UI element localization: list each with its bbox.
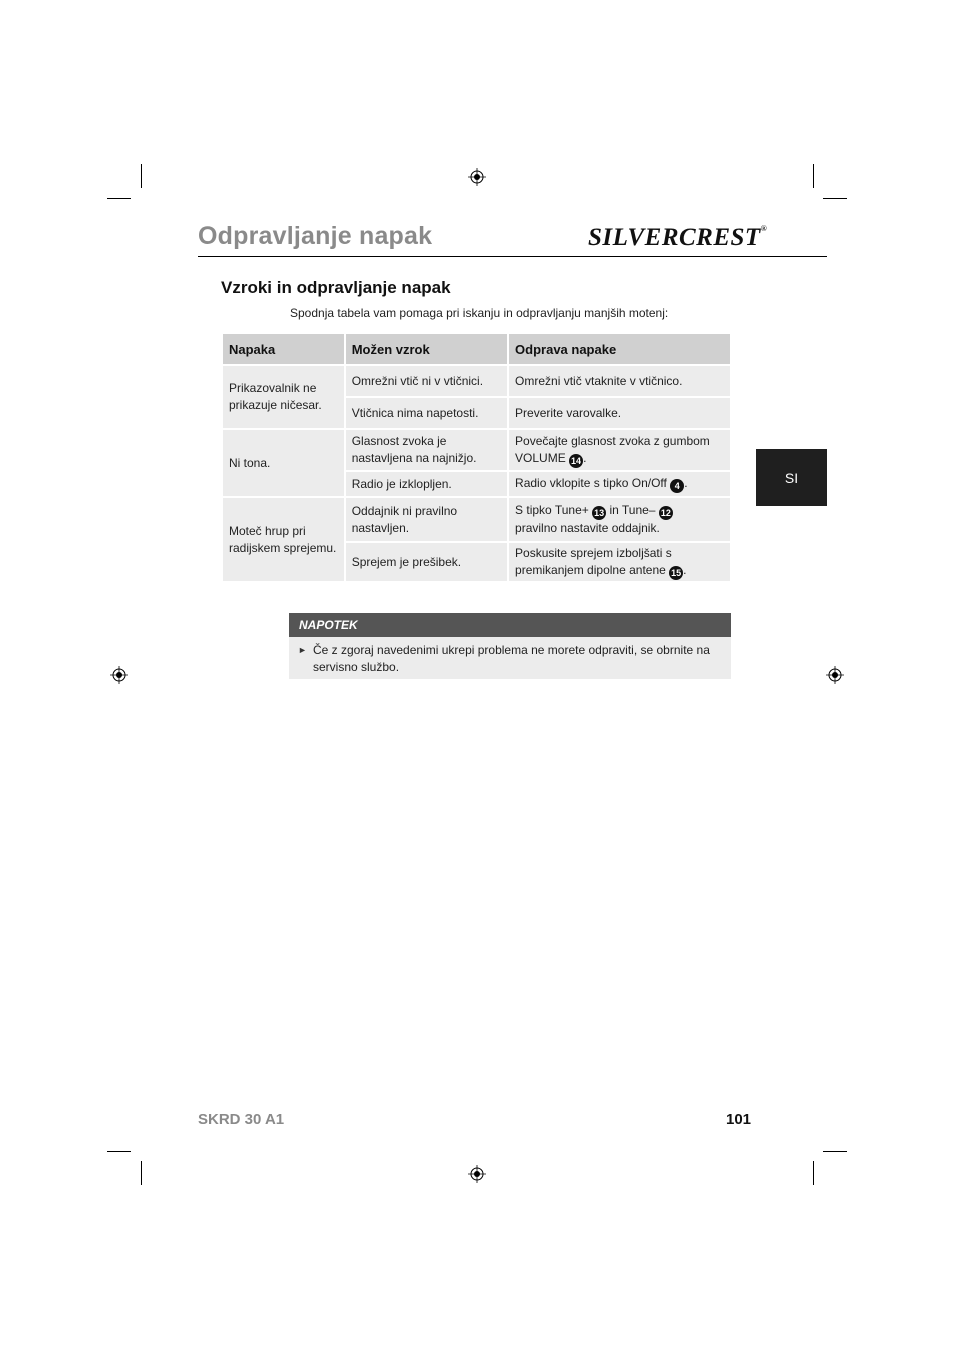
cause-cell: Oddajnik ni pravilno nastavljen. [345, 497, 508, 542]
fix-cell: Omrežni vtič vtaknite v vtičnico. [508, 365, 731, 397]
fix-text-end: . [683, 562, 687, 577]
section-title: Vzroki in odpravljanje napak [221, 278, 451, 297]
table-row [222, 429, 731, 471]
problem-cell: Moteč hrup pri radijskem sprejemu. [222, 497, 345, 582]
problem-cell: Ni tona. [222, 429, 345, 497]
fix-cell [508, 429, 731, 471]
fix-text: S tipko Tune+ [515, 503, 589, 517]
cause-cell: Sprejem je prešibek. [345, 542, 508, 582]
troubleshooting-table [221, 332, 732, 583]
crop-mark [107, 198, 131, 199]
part-number-badge: 14 [571, 455, 582, 466]
note-box [289, 613, 731, 679]
registration-mark-icon [826, 666, 844, 684]
fix-text: Povečajte glasnost zvoka z gumbom VOLUME [515, 433, 710, 465]
fix-text-mid: in Tune– [609, 503, 656, 517]
note-heading: NAPOTEK [289, 613, 731, 637]
crop-mark [813, 164, 814, 188]
part-number-badge: 13 [594, 508, 605, 518]
fix-cell [508, 471, 731, 497]
crop-mark [141, 1161, 142, 1185]
fix-cell [508, 542, 731, 582]
cause-cell: Vtičnica nima napetosti. [345, 397, 508, 429]
page-title: Odpravljanje napak [198, 222, 433, 250]
bullet-arrow-icon: ► [298, 645, 307, 655]
problem-cell: Prikazovalnik ne prikazuje ničesar. [222, 365, 345, 429]
note-body [289, 637, 731, 679]
registration-mark-icon [468, 1165, 486, 1183]
fix-cell: Preverite varovalke. [508, 397, 731, 429]
brand-registered-mark: ® [760, 224, 768, 233]
title-divider [198, 256, 827, 257]
column-header-problem: Napaka [222, 333, 345, 365]
part-number-badge: 4 [670, 479, 684, 493]
note-text: Če z zgoraj navedenimi ukrepi problema ne morete odpraviti, se obrnite na servisno službo. [313, 643, 710, 674]
registration-mark-icon [468, 168, 486, 186]
fix-text: Poskusite sprejem izboljšati s premikanjem dipolne antene [515, 545, 672, 577]
table-row [222, 497, 731, 542]
section-intro: Spodnja tabela vam pomaga pri iskanju in odpravljanju manjših motenj: [290, 306, 669, 320]
table-header-row [222, 333, 731, 365]
brand-logo [588, 224, 767, 252]
part-number-badge: 15 [671, 567, 682, 578]
fix-text-end: pravilno nastavite oddajnik. [515, 521, 660, 535]
crop-mark [823, 1151, 847, 1152]
fix-text: Radio vklopite s tipko On/Off [515, 476, 667, 490]
cause-cell: Radio je izklopljen. [345, 471, 508, 497]
brand-name: SILVERCREST [588, 224, 761, 251]
crop-mark [107, 1151, 131, 1152]
crop-mark [813, 1161, 814, 1185]
registration-mark-icon [110, 666, 128, 684]
fix-cell [508, 497, 731, 542]
fix-text-end: . [583, 450, 587, 465]
language-tab: SI [756, 449, 827, 506]
fix-text-end: . [684, 476, 688, 490]
crop-mark [141, 164, 142, 188]
part-number-badge: 12 [660, 508, 671, 518]
crop-mark [823, 198, 847, 199]
column-header-fix: Odprava napake [508, 333, 731, 365]
table-row [222, 365, 731, 397]
cause-cell: Omrežni vtič ni v vtičnici. [345, 365, 508, 397]
cause-cell: Glasnost zvoka je nastavljena na najnižjo. [345, 429, 508, 471]
page-number: 101 [726, 1111, 752, 1128]
footer-model: SKRD 30 A1 [198, 1111, 285, 1128]
column-header-cause: Možen vzrok [345, 333, 508, 365]
